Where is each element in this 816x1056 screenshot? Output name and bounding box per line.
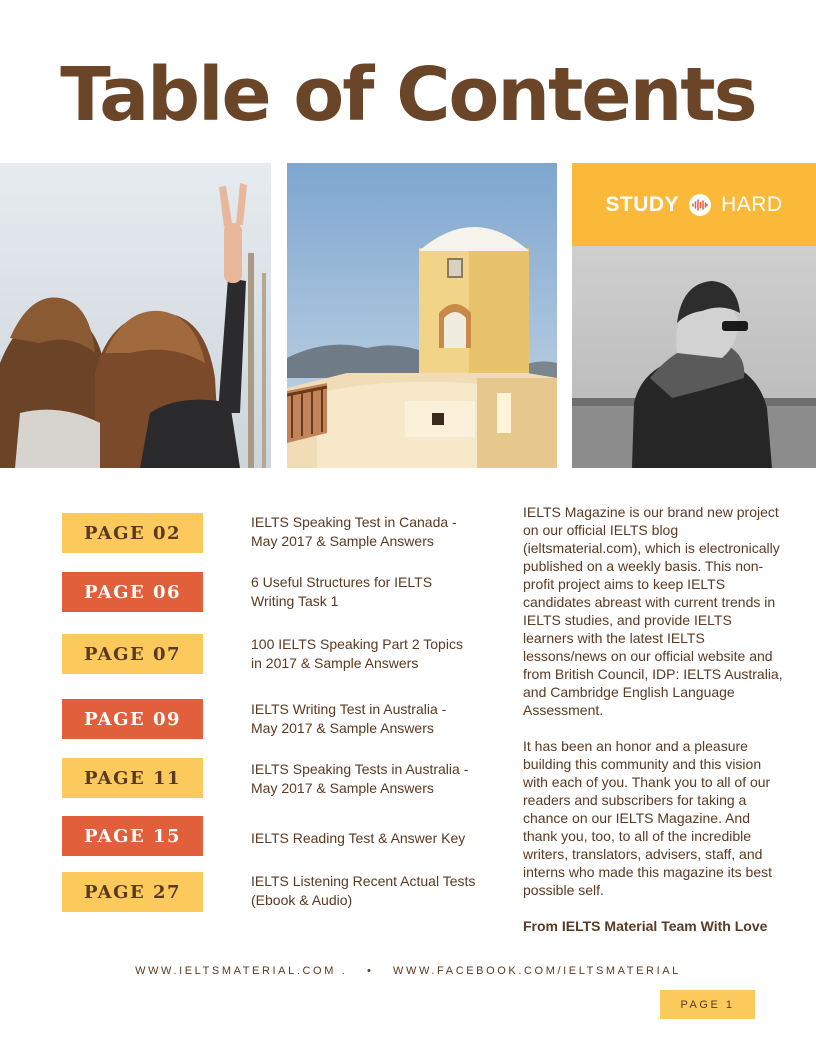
banner-thin-word: HARD [721, 192, 783, 216]
toc-page-tag[interactable]: PAGE 11 [62, 758, 203, 798]
toc-entry-title[interactable]: IELTS Listening Recent Actual Tests (Ebook & Audio) [251, 873, 476, 908]
toc-page-tag[interactable]: PAGE 27 [62, 872, 203, 912]
intro-paragraph: It has been an honor and a pleasure building this community and this vision with each of you. Thank you to all of our readers and subscribers for taking a chance on our IELTS Magazine. And thank you, too, to all of the incredible writers, translators, advisers, staff, and interns who made this magazine its best possible self. [523, 738, 773, 898]
page-title: Table of Contents [60, 52, 756, 138]
toc-entry-title[interactable]: IELTS Writing Test in Australia - May 2017 & Sample Answers [251, 701, 447, 736]
facebook-link[interactable]: WWW.FACEBOOK.COM/IELTSMATERIAL [393, 965, 681, 977]
intro-text [523, 503, 783, 953]
page-number-badge: PAGE 1 [660, 990, 755, 1019]
toc-page-tag[interactable]: PAGE 02 [62, 513, 203, 553]
toc-entry-title[interactable]: IELTS Speaking Test in Canada - May 2017 & Sample Answers [251, 514, 457, 549]
toc-page-tag[interactable]: PAGE 06 [62, 572, 203, 612]
intro-paragraph: IELTS Magazine is our brand new project on our official IELTS blog (ieltsmaterial.com), which is electronically published on a weekly basis. This non-profit project aims to keep IELTS candidates abreast with current trends in IELTS studies, and provide IELTS learners with the latest IELTS lessons/news on our official website and from British Council, IDP: IELTS Australia, and Cambridge English Language Assessment. [523, 504, 783, 718]
signoff: From IELTS Material Team With Love [523, 918, 768, 934]
toc-entry-title[interactable]: 6 Useful Structures for IELTS Writing Task 1 [251, 574, 433, 609]
toc-entry-title[interactable]: IELTS Reading Test & Answer Key [251, 830, 466, 846]
footer-separator: • [366, 965, 374, 977]
toc-page-tag[interactable]: PAGE 09 [62, 699, 203, 739]
toc-entry-title[interactable]: 100 IELTS Speaking Part 2 Topics in 2017 & Sample Answers [251, 636, 463, 671]
toc-page-tag[interactable]: PAGE 15 [62, 816, 203, 856]
photo-santorini-tower [287, 163, 557, 468]
toc-page-tag[interactable]: PAGE 07 [62, 634, 203, 674]
sound-wave-icon [689, 194, 711, 216]
banner-bold-word: STUDY [605, 192, 680, 216]
toc-entry-title[interactable]: IELTS Speaking Tests in Australia - May 2017 & Sample Answers [251, 761, 469, 796]
footer-links [0, 965, 816, 977]
photo-friends [0, 163, 271, 468]
study-hard-banner [572, 163, 816, 246]
website-link[interactable]: WWW.IELTSMATERIAL.COM . [135, 965, 348, 977]
